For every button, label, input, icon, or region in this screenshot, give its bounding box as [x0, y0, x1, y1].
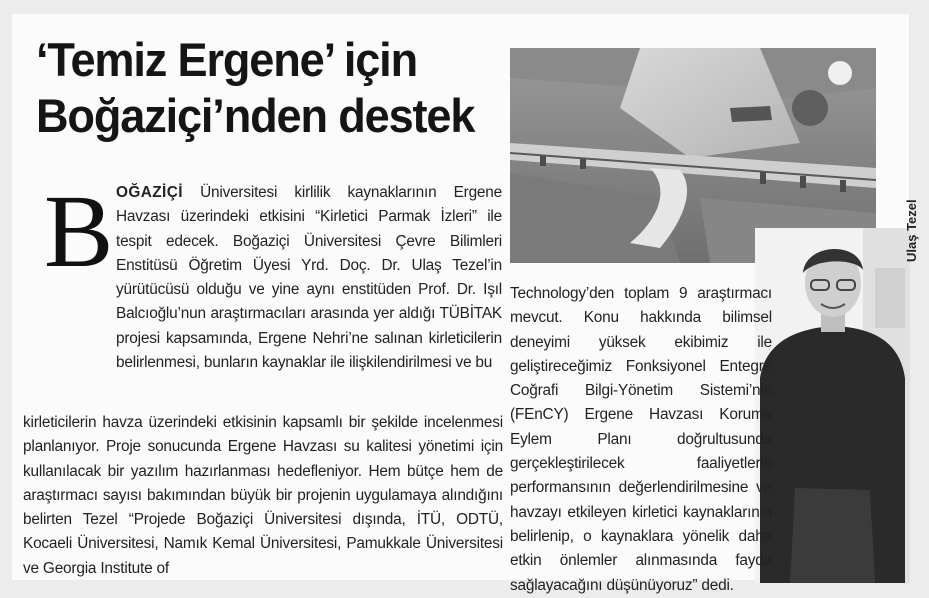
column-1-text: Üniversitesi kirlilik kaynaklarının Ergene Havzası üzerindeki etkisini “Kirletici Parmak İzleri” ile tespit edecek. Boğaziçi Üniversitesi Çevre Bilimleri Enstitüsü Öğretim Üyesi Yrd. Doç. Dr. Ulaş Tezel’in yürütücüsü olduğu ve yine aynı enstitüden Prof. Dr. Işıl Balcıoğlu’nun araştırmacıları arasında yer aldığı TÜBİTAK projesi kapsamında, Ergene Nehri’ne salınan kirleticilerin belirlenmesi, bunların kaynaklar ile ilişkilendirilmesi ve bu [116, 184, 503, 372]
photo-credit: Ulaş Tezel [904, 199, 919, 262]
drop-cap: B [44, 174, 114, 289]
headline-line-2: Boğaziçi’nden destek [36, 89, 475, 142]
column-2-text: Technology’den toplam 9 araştırmacı mevcut. Konu hakkında bilimsel deneyimi yüksek ekibimiz ile geliştireceğimiz Fonksiyonel Entegre Coğrafi Bilgi-Yönetim Sistemi’nin (FEnCY) Ergene Havzası Koruma Eylem Planı doğrultusunda gerçekleştirilecek faaliyetlerin performansının değerlendirilmesine ve havzayı etkileyen kirletici kaynaklarının belirlenip, o kaynaklara yönelik daha etkin önlemler alınmasında fayda sağlayacağını düşünüyoruz” dedi. [510, 285, 772, 594]
article-column-1-continued [23, 411, 503, 581]
article-column-2 [510, 282, 772, 598]
headline-line-1: ‘Temiz Ergene’ için [36, 33, 417, 86]
lead-word: OĞAZİÇİ [116, 184, 183, 201]
ulas-tezel-portrait-photo [755, 228, 910, 583]
column-1b-text: kirleticilerin havza üzerindeki etkisinin kapsamlı bir şekilde incelenmesi planlanıyor. Proje sonucunda Ergene Havzası su kalitesi yönetimi için kullanılacak bir yazılım hazırlanması hedefleniyor. Hem bütçe hem de araştırmacı sayısı bakımından büyük bir projenin uygulamaya alındığını belirten Tezel “Projede Boğaziçi Üniversitesi dışında, İTÜ, ODTÜ, Kocaeli Üniversitesi, Namık Kemal Üniversitesi, Pamukkale Üniversitesi ve Georgia Institute of [23, 414, 503, 577]
article-column-1 [116, 181, 502, 375]
headline [36, 32, 487, 144]
